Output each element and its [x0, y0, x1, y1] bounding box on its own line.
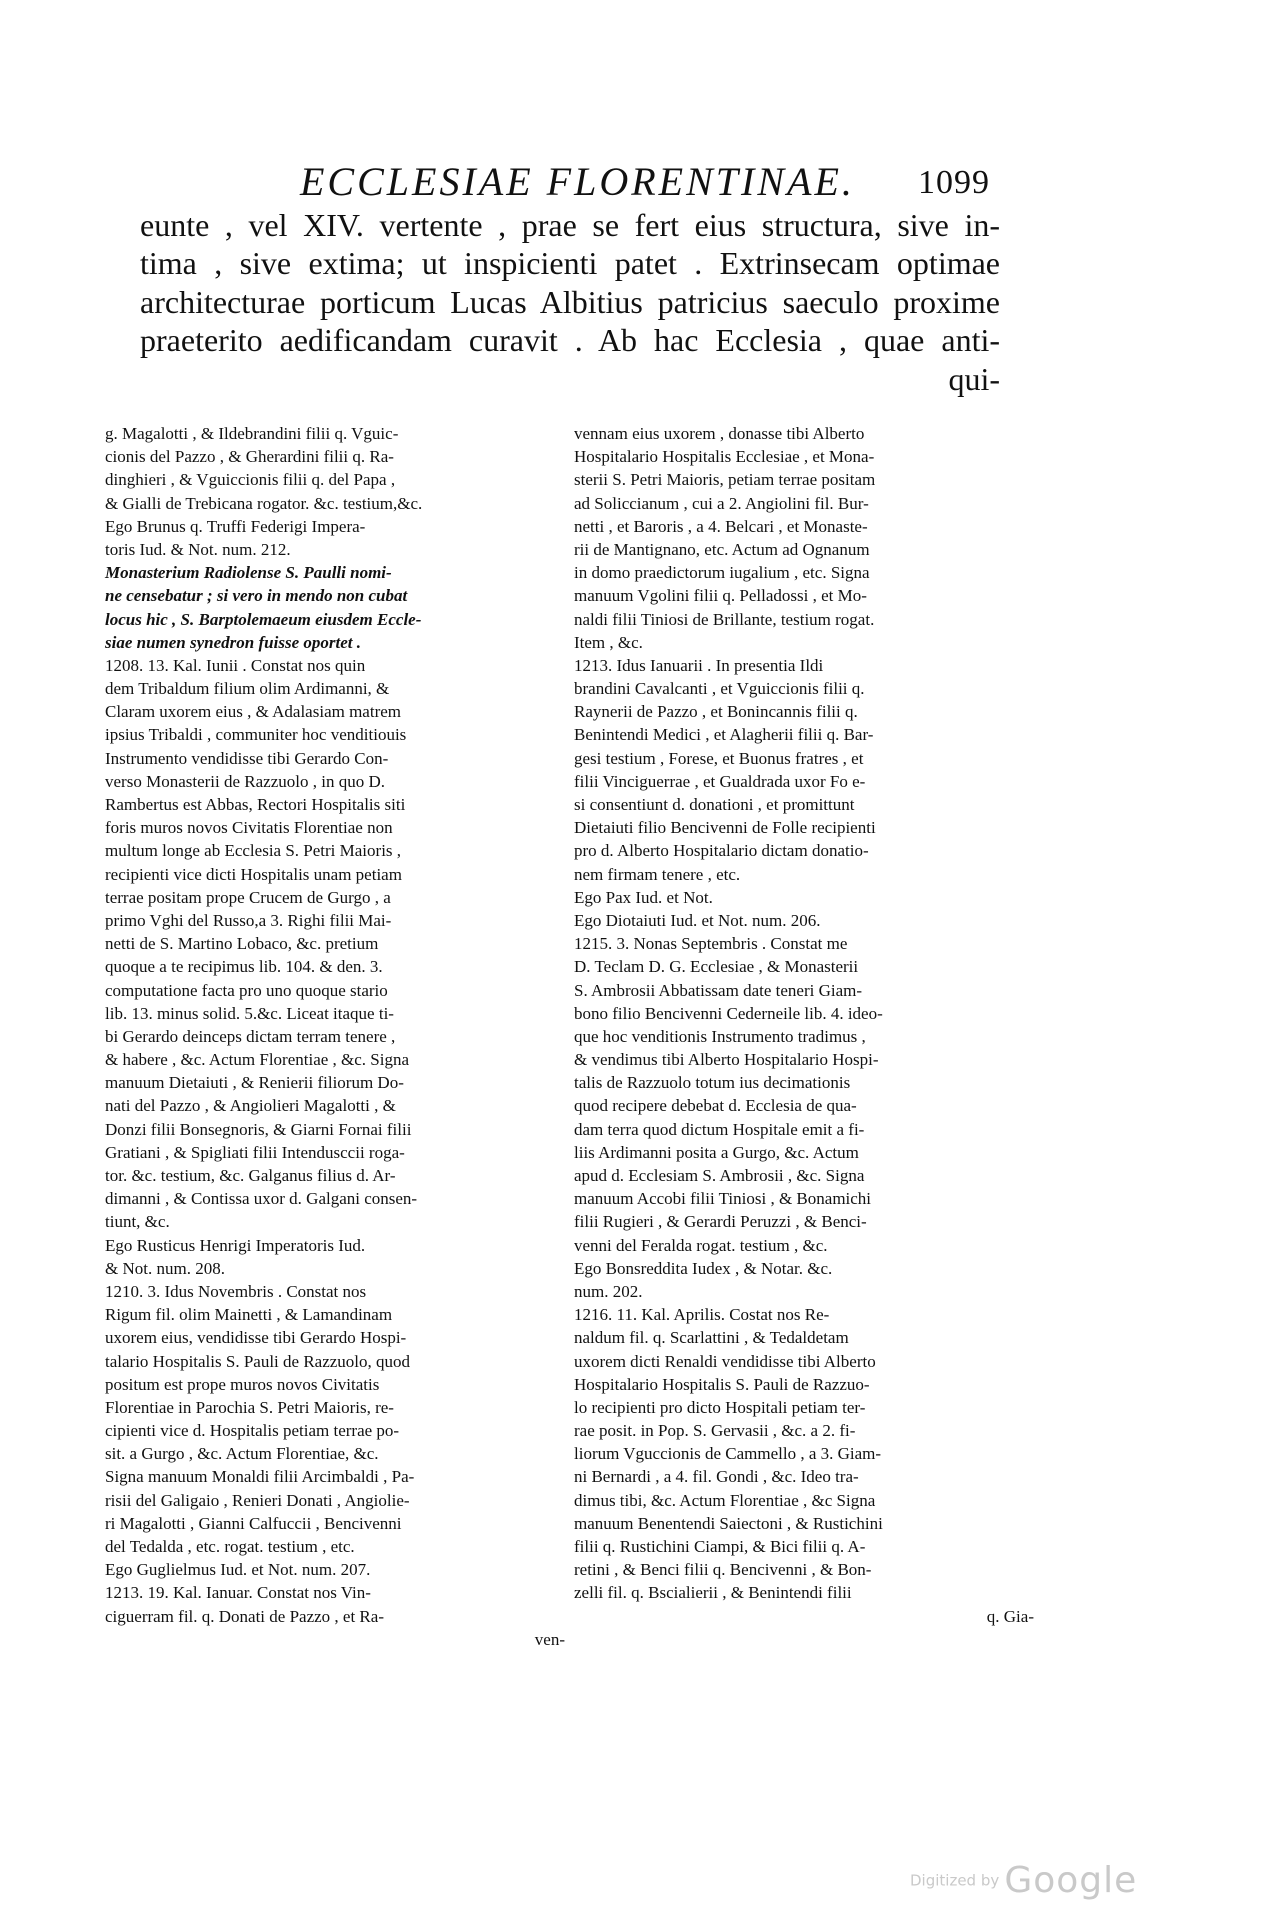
- text-line: manuum Accobi filii Tiniosi , & Bonamichi: [574, 1189, 872, 1209]
- text-line: Ego Pax Iud. et Not.: [574, 887, 713, 907]
- text-line: zelli fil. q. Bscialierii , & Benintendi filii: [574, 1583, 852, 1603]
- text-line: 1213. 19. Kal. Ianuar. Constat nos Vin-: [105, 1583, 371, 1603]
- text-line: Ego Diotaiuti Iud. et Not. num. 206.: [574, 910, 821, 930]
- text-line: computatione facta pro uno quoque stario: [105, 980, 388, 1000]
- text-line: multum longe ab Ecclesia S. Petri Maioris ,: [105, 841, 402, 861]
- text-line: recipienti vice dicti Hospitalis unam petiam: [105, 864, 402, 884]
- text-line: verso Monasterii de Razzuolo , in quo D.: [105, 771, 385, 791]
- text-line: Instrumento vendidisse tibi Gerardo Con-: [105, 748, 389, 768]
- text-line: 1208. 13. Kal. Iunii . Constat nos quin: [105, 655, 366, 675]
- text-line: ciguerram fil. q. Donati de Pazzo , et Ra-: [105, 1606, 384, 1626]
- text-line: cionis del Pazzo , & Gherardini filii q. Ra-: [105, 447, 394, 467]
- text-line: g. Magalotti , & Ildebrandini filii q. Vguic-: [105, 424, 399, 443]
- text-line: positum est prope muros novos Civitatis: [105, 1374, 380, 1394]
- text-line: primo Vghi del Russo,a 3. Righi filii Mai-: [105, 910, 392, 930]
- text-line: lo recipienti pro dicto Hospitali petiam ter-: [574, 1397, 866, 1417]
- running-head: [300, 158, 990, 208]
- intro-catchword: qui-: [948, 360, 1000, 397]
- text-line: liis Ardimanni posita a Gurgo, &c. Actum: [574, 1142, 859, 1162]
- text-line: ven-: [534, 1629, 565, 1649]
- intro-line: praeterito aedificandam curavit . Ab hac Ecclesia , quae anti-: [140, 322, 1000, 359]
- intro-line: architecturae porticum Lucas Albitius patricius saeculo proxime: [140, 283, 1000, 320]
- intro-line: eunte , vel XIV. vertente , prae se fert eius structura, sive in-: [140, 207, 1000, 243]
- text-line: netti , et Baroris , a 4. Belcari , et Monaste-: [574, 516, 868, 536]
- text-line: brandini Cavalcanti , et Vguiccionis filii q.: [574, 679, 865, 699]
- text-line: ad Soliccianum , cui a 2. Angiolini fil. Bur-: [574, 493, 869, 513]
- text-line: toris Iud. & Not. num. 212.: [105, 539, 291, 559]
- text-line: vennam eius uxorem , donasse tibi Alberto: [574, 424, 865, 443]
- text-line: quoque a te recipimus lib. 104. & den. 3.: [105, 957, 383, 977]
- right-column: [574, 422, 1034, 1628]
- text-line: nati del Pazzo , & Angiolieri Magalotti , &: [105, 1096, 396, 1116]
- text-line: manuum Vgolini filii q. Pelladossi , et Mo-: [574, 586, 867, 606]
- text-line: Rambertus est Abbas, Rectori Hospitalis siti: [105, 795, 406, 814]
- text-line: q. Gia-: [986, 1606, 1034, 1626]
- text-line: retini , & Benci filii q. Bencivenni , & Bon-: [574, 1560, 872, 1580]
- text-line: Rigum fil. olim Mainetti , & Lamandinam: [105, 1305, 393, 1325]
- text-line: ne censebatur ; si vero in mendo non cubat: [105, 586, 408, 606]
- text-line: filii q. Rustichini Ciampi, & Bici filii q. A-: [574, 1537, 866, 1556]
- text-line: quod recipere debebat d. Ecclesia de qua-: [574, 1096, 857, 1116]
- text-line: pro d. Alberto Hospitalario dictam donatio-: [574, 841, 869, 861]
- text-line: lib. 13. minus solid. 5.&c. Liceat itaque ti-: [105, 1003, 394, 1023]
- text-line: naldum fil. q. Scarlattini , & Tedaldetam: [574, 1328, 849, 1348]
- text-line: uxorem eius, vendidisse tibi Gerardo Hospi-: [105, 1328, 407, 1348]
- text-line: sit. a Gurgo , &c. Actum Florentiae, &c.: [105, 1444, 379, 1464]
- text-line: & habere , &c. Actum Florentiae , &c. Signa: [105, 1050, 410, 1070]
- text-line: tiunt, &c.: [105, 1212, 170, 1232]
- intro-paragraph: [140, 206, 1000, 398]
- text-line: foris muros novos Civitatis Florentiae non: [105, 818, 393, 838]
- text-line: cipienti vice d. Hospitalis petiam terrae po-: [105, 1421, 400, 1441]
- text-line: Dietaiuti filio Bencivenni de Folle recipienti: [574, 818, 876, 838]
- text-line: 1215. 3. Nonas Septembris . Constat me: [574, 934, 848, 954]
- text-line: Ego Guglielmus Iud. et Not. num. 207.: [105, 1560, 371, 1580]
- text-line: talario Hospitalis S. Pauli de Razzuolo, quod: [105, 1351, 411, 1371]
- google-logo: Google: [1004, 1860, 1138, 1901]
- text-line: dem Tribaldum filium olim Ardimanni, &: [105, 679, 390, 699]
- text-line: si consentiunt d. donationi , et promittunt: [574, 795, 855, 814]
- text-line: Gratiani , & Spigliati filii Intendusccii roga-: [105, 1142, 405, 1162]
- text-line: Florentiae in Parochia S. Petri Maioris, re-: [105, 1397, 394, 1417]
- text-line: venni del Feralda rogat. testium , &c.: [574, 1235, 828, 1255]
- left-column: [105, 422, 565, 1651]
- text-line: talis de Razzuolo totum ius decimationis: [574, 1073, 851, 1093]
- text-line: bi Gerardo deinceps dictam terram tenere ,: [105, 1026, 396, 1046]
- text-line: Claram uxorem eius , & Adalasiam matrem: [105, 702, 402, 722]
- text-line: 1210. 3. Idus Novembris . Constat nos: [105, 1281, 367, 1301]
- text-line: sterii S. Petri Maioris, petiam terrae positam: [574, 470, 876, 490]
- text-line: risii del Galigaio , Renieri Donati , Angiolie-: [105, 1490, 410, 1510]
- text-line: Hospitalario Hospitalis S. Pauli de Razzuo-: [574, 1374, 870, 1394]
- text-line: dimus tibi, &c. Actum Florentiae , &c Signa: [574, 1490, 876, 1510]
- text-line: terrae positam prope Crucem de Gurgo , a: [105, 887, 391, 907]
- text-line: dimanni , & Contissa uxor d. Galgani consen-: [105, 1189, 418, 1209]
- text-line: Raynerii de Pazzo , et Bonincannis filii q.: [574, 702, 858, 722]
- text-line: manuum Dietaiuti , & Renierii filiorum Do-: [105, 1073, 404, 1093]
- watermark-prefix: Digitized by: [910, 1871, 1000, 1890]
- text-line: bono filio Bencivenni Cederneile lib. 4. ideo-: [574, 1003, 883, 1023]
- text-line: Monasterium Radiolense S. Paulli nomi-: [105, 563, 392, 583]
- text-line: 1216. 11. Kal. Aprilis. Costat nos Re-: [574, 1305, 830, 1325]
- text-line: que hoc venditionis Instrumento tradimus ,: [574, 1026, 866, 1046]
- text-line: liorum Vguccionis de Cammello , a 3. Giam-: [574, 1444, 882, 1464]
- text-line: filii Vinciguerrae , et Gualdrada uxor Fo e-: [574, 771, 866, 791]
- text-line: & Gialli de Trebicana rogator. &c. testium,&c.: [105, 493, 423, 513]
- page-number: 1099: [918, 164, 990, 201]
- digitized-watermark: [910, 1860, 1137, 1901]
- text-line: tor. &c. testium, &c. Galganus filius d. Ar-: [105, 1166, 396, 1185]
- text-line: & Not. num. 208.: [105, 1258, 225, 1278]
- text-line: Signa manuum Monaldi filii Arcimbaldi , Pa-: [105, 1467, 415, 1487]
- text-line: manuum Benentendi Saiectoni , & Rustichini: [574, 1513, 883, 1533]
- text-line: Ego Brunus q. Truffi Federigi Impera-: [105, 516, 366, 536]
- text-line: & vendimus tibi Alberto Hospitalario Hospi-: [574, 1050, 879, 1070]
- text-line: apud d. Ecclesiam S. Ambrosii , &c. Signa: [574, 1166, 865, 1185]
- text-line: filii Rugieri , & Gerardi Peruzzi , & Benci-: [574, 1212, 867, 1232]
- text-line: Ego Bonsreddita Iudex , & Notar. &c.: [574, 1258, 833, 1278]
- text-line: ri Magalotti , Gianni Calfuccii , Bencivenni: [105, 1513, 402, 1533]
- text-line: D. Teclam D. G. Ecclesiae , & Monasterii: [574, 957, 859, 977]
- text-line: Benintendi Medici , et Alagherii filii q. Bar-: [574, 725, 874, 745]
- text-line: rae posit. in Pop. S. Gervasii , &c. a 2. fi-: [574, 1421, 856, 1441]
- text-line: nem firmam tenere , etc.: [574, 864, 741, 884]
- text-line: naldi filii Tiniosi de Brillante, testium rogat.: [574, 609, 875, 629]
- text-line: S. Ambrosii Abbatissam date teneri Giam-: [574, 980, 863, 1000]
- text-line: rii de Mantignano, etc. Actum ad Ognanum: [574, 539, 870, 559]
- text-line: siae numen synedron fuisse oportet .: [105, 632, 361, 652]
- text-line: in domo praedictorum iugalium , etc. Signa: [574, 563, 870, 583]
- text-line: ni Bernardi , a 4. fil. Gondi , &c. Ideo tra-: [574, 1467, 859, 1487]
- running-title: ECCLESIAE FLORENTINAE.: [300, 159, 855, 204]
- text-line: Item , &c.: [574, 632, 643, 652]
- text-line: dam terra quod dictum Hospitale emit a fi-: [574, 1119, 865, 1139]
- text-line: ipsius Tribaldi , communiter hoc venditiouis: [105, 725, 407, 745]
- text-line: Donzi filii Bonsegnoris, & Giarni Fornai filii: [105, 1119, 412, 1139]
- text-line: num. 202.: [574, 1281, 643, 1301]
- text-line: dinghieri , & Vguiccionis filii q. del Papa ,: [105, 470, 396, 490]
- intro-line: tima , sive extima; ut inspicienti patet . Extrinsecam optimae: [140, 245, 1000, 282]
- text-line: gesi testium , Forese, et Buonus fratres , et: [574, 748, 864, 768]
- text-line: locus hic , S. Barptolemaeum eiusdem Eccle-: [105, 609, 422, 629]
- text-line: netti de S. Martino Lobaco, &c. pretium: [105, 934, 379, 954]
- text-line: 1213. Idus Ianuarii . In presentia Ildi: [574, 655, 824, 675]
- text-line: del Tedalda , etc. rogat. testium , etc.: [105, 1537, 355, 1556]
- text-line: uxorem dicti Renaldi vendidisse tibi Alberto: [574, 1351, 876, 1371]
- text-line: Hospitalario Hospitalis Ecclesiae , et Mona-: [574, 447, 875, 467]
- text-line: Ego Rusticus Henrigi Imperatoris Iud.: [105, 1235, 366, 1255]
